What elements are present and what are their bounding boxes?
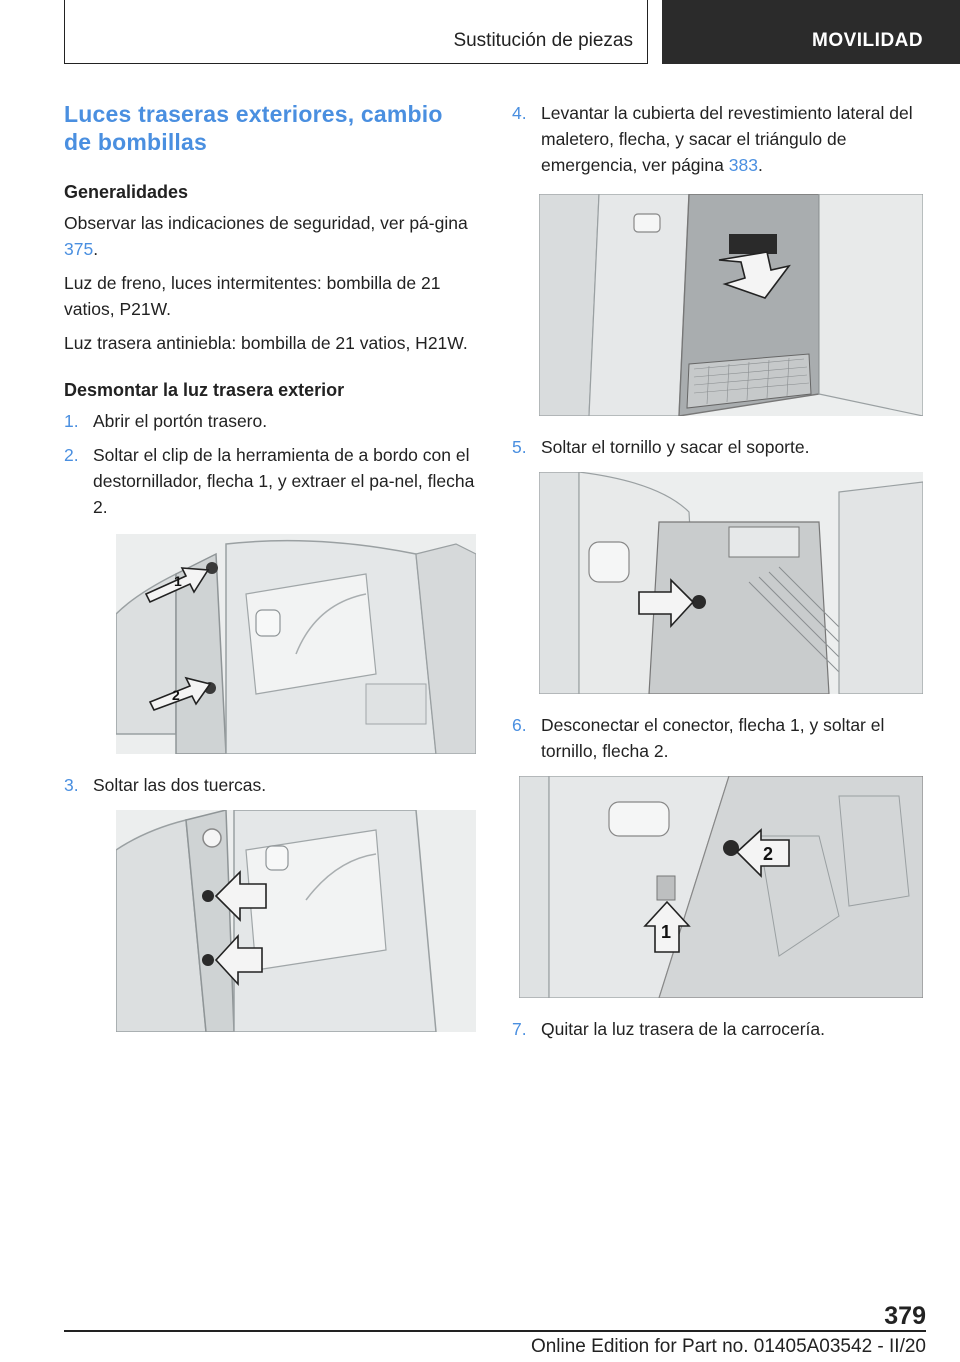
general-p1-text: Observar las indicaciones de seguridad, ver pá-gina bbox=[64, 213, 468, 233]
step-3 bbox=[64, 772, 476, 798]
step-text: Levantar la cubierta del revestimiento lateral del maletero, flecha, y sacar el triángulo de emergencia, ver página bbox=[541, 103, 913, 175]
figure-tool-panel bbox=[116, 534, 476, 754]
figure-screw-bracket bbox=[539, 472, 923, 694]
page-number: 379 bbox=[884, 1302, 926, 1330]
arrow-1-label: 1 bbox=[174, 573, 182, 589]
figure-two-nuts bbox=[116, 810, 476, 1032]
header-chapter-tab bbox=[662, 0, 960, 64]
right-column bbox=[512, 100, 924, 1050]
step-text: Desconectar el conector, flecha 1, y soltar el tornillo, flecha 2. bbox=[541, 715, 885, 761]
step-number: 3. bbox=[64, 775, 79, 795]
step-1 bbox=[64, 408, 476, 434]
step-number: 1. bbox=[64, 411, 79, 431]
arrow-1-label: 1 bbox=[661, 922, 672, 942]
step-7 bbox=[512, 1016, 924, 1042]
page-title: Luces traseras exteriores, cambio de bombillas bbox=[64, 101, 443, 155]
step-number: 5. bbox=[512, 437, 527, 457]
header-chapter-title: MOVILIDAD bbox=[812, 30, 924, 51]
left-column bbox=[64, 100, 476, 1050]
general-heading: Generalidades bbox=[64, 182, 189, 202]
step-number: 4. bbox=[512, 103, 527, 123]
remove-heading: Desmontar la luz trasera exterior bbox=[64, 380, 345, 400]
footer-divider bbox=[64, 1330, 926, 1332]
general-paragraph-3: Luz trasera antiniebla: bombilla de 21 vatios, H21W. bbox=[64, 333, 468, 353]
footer-edition: Online Edition for Part no. 01405A03542 - II/20 bbox=[530, 1336, 926, 1357]
step-4 bbox=[512, 100, 924, 178]
step-4-end: . bbox=[757, 155, 763, 175]
step-number: 6. bbox=[512, 715, 527, 735]
step-number: 7. bbox=[512, 1019, 527, 1039]
step-2 bbox=[64, 442, 476, 520]
page-link-375[interactable]: 375 bbox=[64, 239, 94, 259]
figure-connector-screw bbox=[519, 776, 923, 998]
step-5 bbox=[512, 434, 924, 460]
header-section-title: Sustitución de piezas bbox=[453, 30, 633, 51]
step-6 bbox=[512, 712, 924, 764]
general-paragraph-1 bbox=[64, 210, 476, 262]
step-text: Quitar la luz trasera de la carrocería. bbox=[541, 1019, 826, 1039]
general-paragraph-2: Luz de freno, luces intermitentes: bombilla de 21 vatios, P21W. bbox=[64, 273, 441, 319]
step-text: Soltar las dos tuercas. bbox=[93, 775, 267, 795]
step-text: Soltar el clip de la herramienta de a bordo con el destornillador, flecha 1, y extraer el pa-nel, flecha 2. bbox=[93, 445, 475, 517]
step-text: Abrir el portón trasero. bbox=[93, 411, 268, 431]
arrow-2-label: 2 bbox=[172, 687, 180, 703]
step-text: Soltar el tornillo y sacar el soporte. bbox=[541, 437, 810, 457]
general-p1-end: . bbox=[93, 239, 99, 259]
page-link-383[interactable]: 383 bbox=[728, 155, 758, 175]
step-number: 2. bbox=[64, 445, 79, 465]
figure-side-trim-cover bbox=[539, 194, 923, 416]
arrow-2-label: 2 bbox=[763, 844, 774, 864]
header-section-box bbox=[64, 0, 648, 64]
